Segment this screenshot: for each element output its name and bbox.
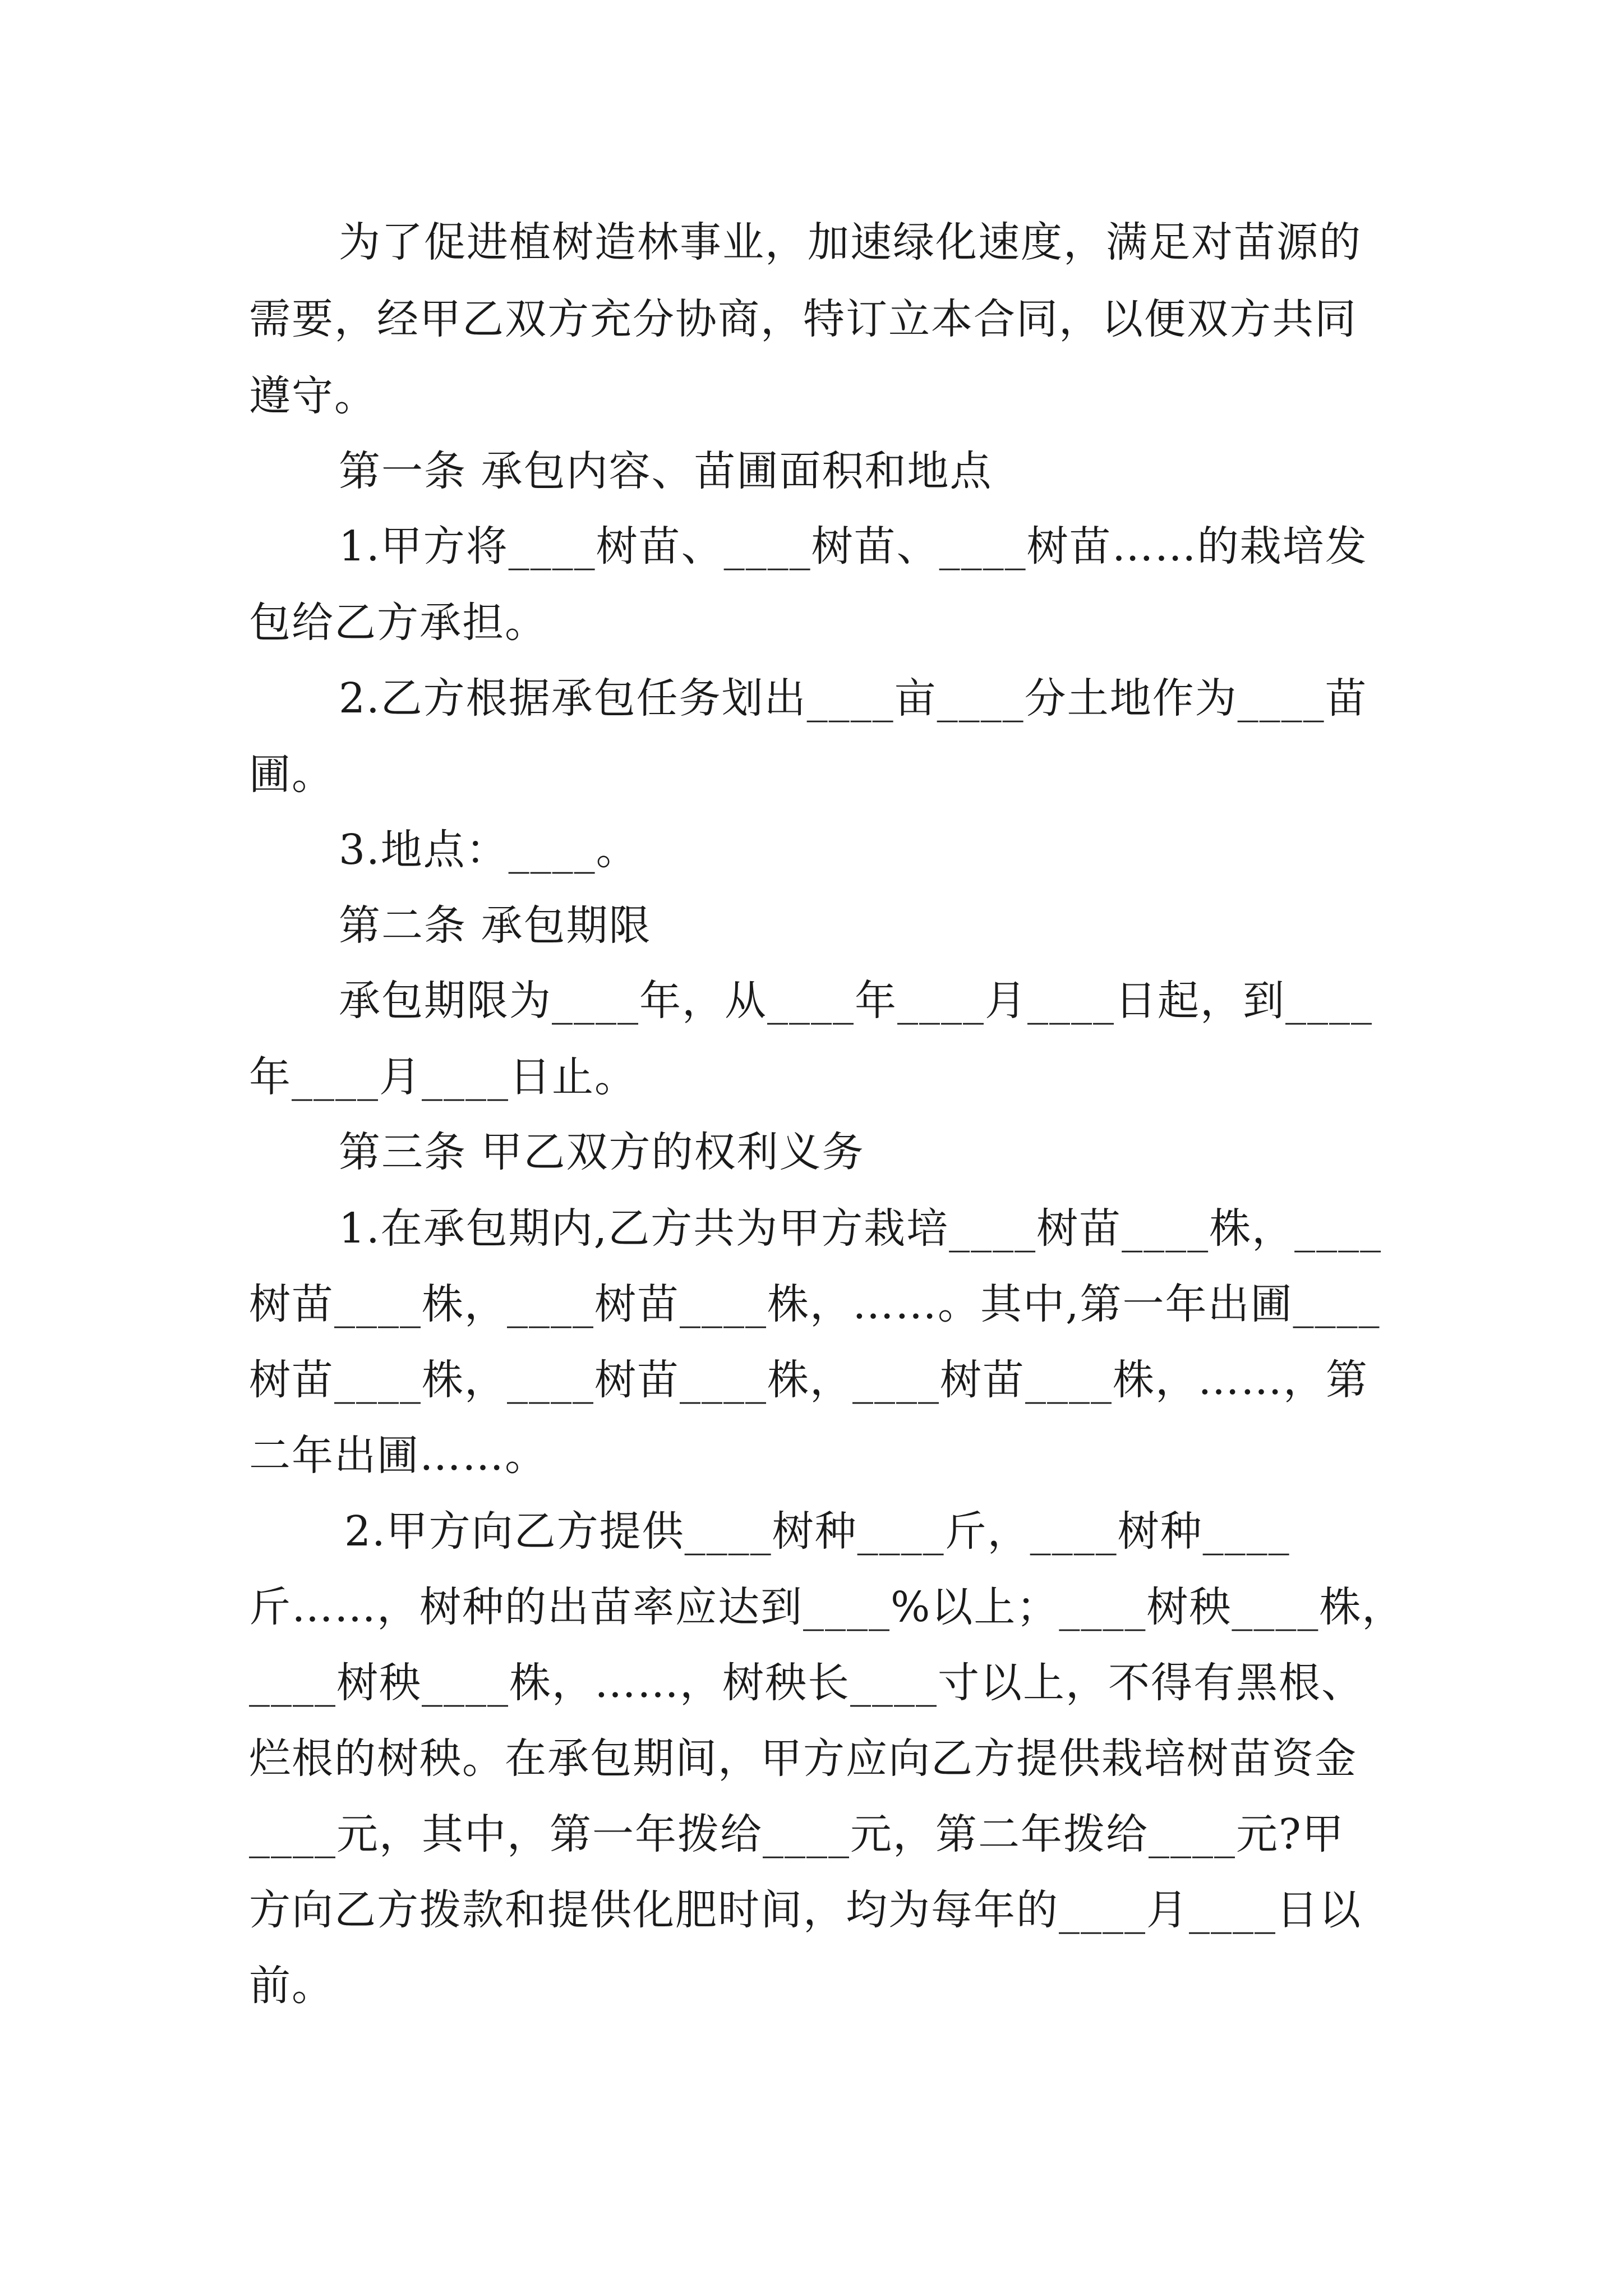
article-1-item-1-line-1: 1.甲方将____树苗、____树苗、____树苗……的栽培发 [339,522,1368,570]
article-2-body-line-2: 年____月____日止。 [249,1053,637,1101]
article-3-item-2-line-3: ____树秧____株，……，树秧长____寸以上，不得有黑根、 [249,1659,1364,1707]
article-1-item-1-line-2: 包给乙方承担。 [249,599,547,647]
paragraph-intro-line-2: 需要，经甲乙双方充分协商，特订立本合同，以便双方共同 [249,295,1357,343]
article-3-item-2-line-6: 方向乙方拨款和提供化肥时间，均为每年的____月____日以 [249,1886,1362,1934]
paragraph-intro-line-1: 为了促进植树造林事业，加速绿化速度，满足对苗源的 [339,218,1362,266]
article-3-item-1-line-1: 1.在承包期内,乙方共为甲方栽培____树苗____株，____ [339,1204,1382,1253]
article-3-item-2-line-1: 2.甲方向乙方提供____树种____斤，____树种____ [344,1507,1290,1556]
article-2-heading: 第二条 承包期限 [339,901,652,950]
article-3-item-2-line-4: 烂根的树秧。在承包期间，甲方应向乙方提供栽培树苗资金 [249,1734,1357,1783]
article-3-item-2-line-7: 前。 [249,1962,334,2010]
paragraph-intro-line-3: 遵守。 [249,372,377,420]
article-3-heading: 第三条 甲乙双方的权利义务 [339,1128,865,1176]
article-1-item-3: 3.地点：____。 [339,826,639,874]
article-2-body-line-1: 承包期限为____年，从____年____月____日起，到____ [339,977,1373,1025]
article-3-item-2-line-2: 斤……，树种的出苗率应达到____%以上；____树秧____株， [249,1583,1405,1631]
article-1-heading: 第一条 承包内容、苗圃面积和地点 [339,447,993,495]
article-3-item-1-line-3: 树苗____株，____树苗____株，____树苗____株，……，第 [249,1356,1368,1404]
article-1-item-2-line-2: 圃。 [249,751,334,799]
article-3-item-1-line-2: 树苗____株，____树苗____株，……。其中,第一年出圃____ [249,1280,1381,1328]
article-3-item-1-line-4: 二年出圃……。 [249,1432,547,1480]
article-1-item-2-line-1: 2.乙方根据承包任务划出____亩____分土地作为____苗 [339,674,1368,723]
article-3-item-2-line-5: ____元，其中，第一年拨给____元，第二年拨给____元?甲 [249,1810,1345,1858]
